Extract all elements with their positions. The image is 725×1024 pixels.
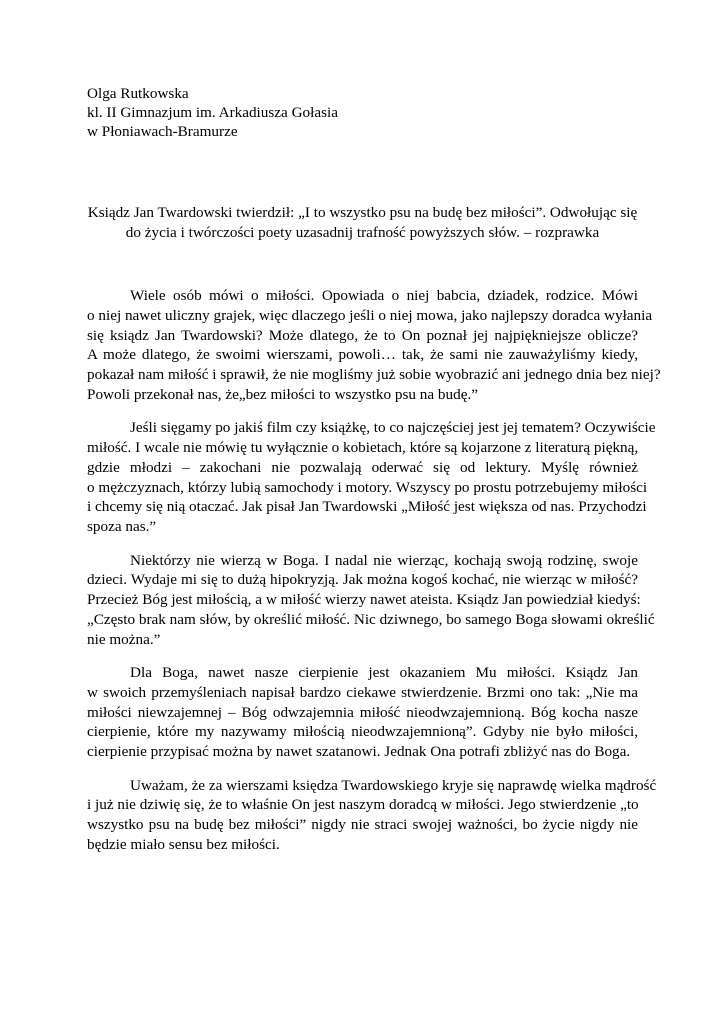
essay-paragraph — [87, 663, 638, 762]
paragraph-line: miłości niewzajemnej – Bóg odwzajemnia miłość nieodwzajemnioną. Bóg kocha nasze — [87, 703, 638, 721]
paragraph-line: i już nie dziwię się, że to właśnie On jest naszym doradcą w miłości. Jego stwierdzenie „to — [87, 796, 639, 814]
paragraph-line: Powoli przekonał nas, że„bez miłości to wszystko psu na budę.” — [87, 385, 478, 403]
paragraph-line: Jeśli sięgamy po jakiś film czy książkę, to co najczęściej jest jej tematem? Oczywiście — [130, 419, 656, 437]
title-line-2: do życia i twórczości poety uzasadnij trafność powyższych słów. – rozprawka — [125, 223, 600, 241]
paragraph-line: spoza nas.” — [87, 518, 157, 536]
paragraph-line: Przecież Bóg jest miłością, a w miłość wierzy nawet ateista. Ksiądz Jan powiedział kiedyś: — [87, 591, 641, 609]
essay-title — [60, 203, 665, 242]
paragraph-line: Niektórzy nie wierzą w Boga. I nadal nie wierząc, kochają swoją rodzinę, swoje — [130, 551, 638, 569]
paragraph-line: dzieci. Wydaje mi się to dużą hipokryzją. Jak można kogoś kochać, nie wierząc w miłość? — [87, 571, 638, 589]
paragraph-line: w swoich przemyśleniach napisał bardzo ciekawe stwierdzenie. Brzmi ono tak: „Nie ma — [87, 683, 638, 701]
paragraph-line: się ksiądz Jan Twardowski? Może dlatego, że to On poznał jej najpiękniejsze oblicze? — [87, 326, 638, 344]
paragraph-line: „Często brak nam słów, by określić miłość. Nic dziwnego, bo samego Boga słowami określić — [87, 610, 655, 628]
paragraph-line: wszystko psu na budę bez miłości” nigdy nie straci swojej ważności, bo życie nigdy nie — [87, 816, 638, 834]
paragraph-line: i chcemy się nią otaczać. Jak pisał Jan Twardowski „Miłość jest większa od nas. Przychodzi — [87, 498, 647, 516]
essay-paragraph — [87, 776, 657, 855]
paragraph-line: pokazał nam miłość i sprawił, że nie mogliśmy już sobie wyobrazić ani jednego dnia bez niej? — [87, 366, 661, 384]
paragraph-line: gdzie młodzi – zakochani nie pozwalają oderwać się od lektury. Myślę również — [87, 458, 638, 476]
author-block — [87, 84, 338, 141]
paragraph-line: A może dlatego, że swoimi wierszami, powoli… tak, że sami nie zauważyliśmy kiedy, — [87, 346, 638, 364]
essay-paragraph — [87, 286, 661, 405]
essay-paragraph — [87, 418, 656, 537]
paragraph-line: Uważam, że za wierszami księdza Twardowskiego kryje się naprawdę wielka mądrość — [130, 776, 657, 794]
paragraph-line: o niej nawet uliczny grajek, więc dlaczego jeśli o niej mowa, jako najlepszy doradca wyłania — [87, 306, 653, 324]
author-school: kl. II Gimnazjum im. Arkadiusza Gołasia — [87, 104, 338, 121]
paragraph-line: będzie miało sensu bez miłości. — [87, 835, 280, 853]
author-place: w Płoniawach-Bramurze — [87, 123, 238, 140]
paragraph-line: Dla Boga, nawet nasze cierpienie jest okazaniem Mu miłości. Ksiądz Jan — [130, 664, 638, 682]
paragraph-line: Wiele osób mówi o miłości. Opowiada o niej babcia, dziadek, rodzice. Mówi — [130, 287, 638, 304]
paragraph-line: miłość. I wcale nie mówię tu wyłącznie o kobietach, które są kojarzone z literaturą piękną, — [87, 439, 639, 457]
paragraph-line: cierpienie, które my nazywamy miłością nieodwzajemnioną”. Gdyby nie było miłości, — [87, 723, 638, 741]
title-line-1: Ksiądz Jan Twardowski twierdził: „I to wszystko psu na budę bez miłości”. Odwołując się — [87, 204, 638, 221]
paragraph-line: o mężczyznach, którzy lubią samochody i motory. Wszyscy po prostu potrzebujemy miłości — [87, 478, 648, 496]
paragraph-line: nie można.” — [87, 630, 161, 648]
essay-body — [87, 286, 661, 868]
essay-paragraph — [87, 551, 655, 650]
paragraph-line: cierpienie przypisać można by nawet szatanowi. Jednak Ona potrafi zbliżyć nas do Boga. — [87, 743, 631, 761]
author-name: Olga Rutkowska — [87, 85, 189, 102]
